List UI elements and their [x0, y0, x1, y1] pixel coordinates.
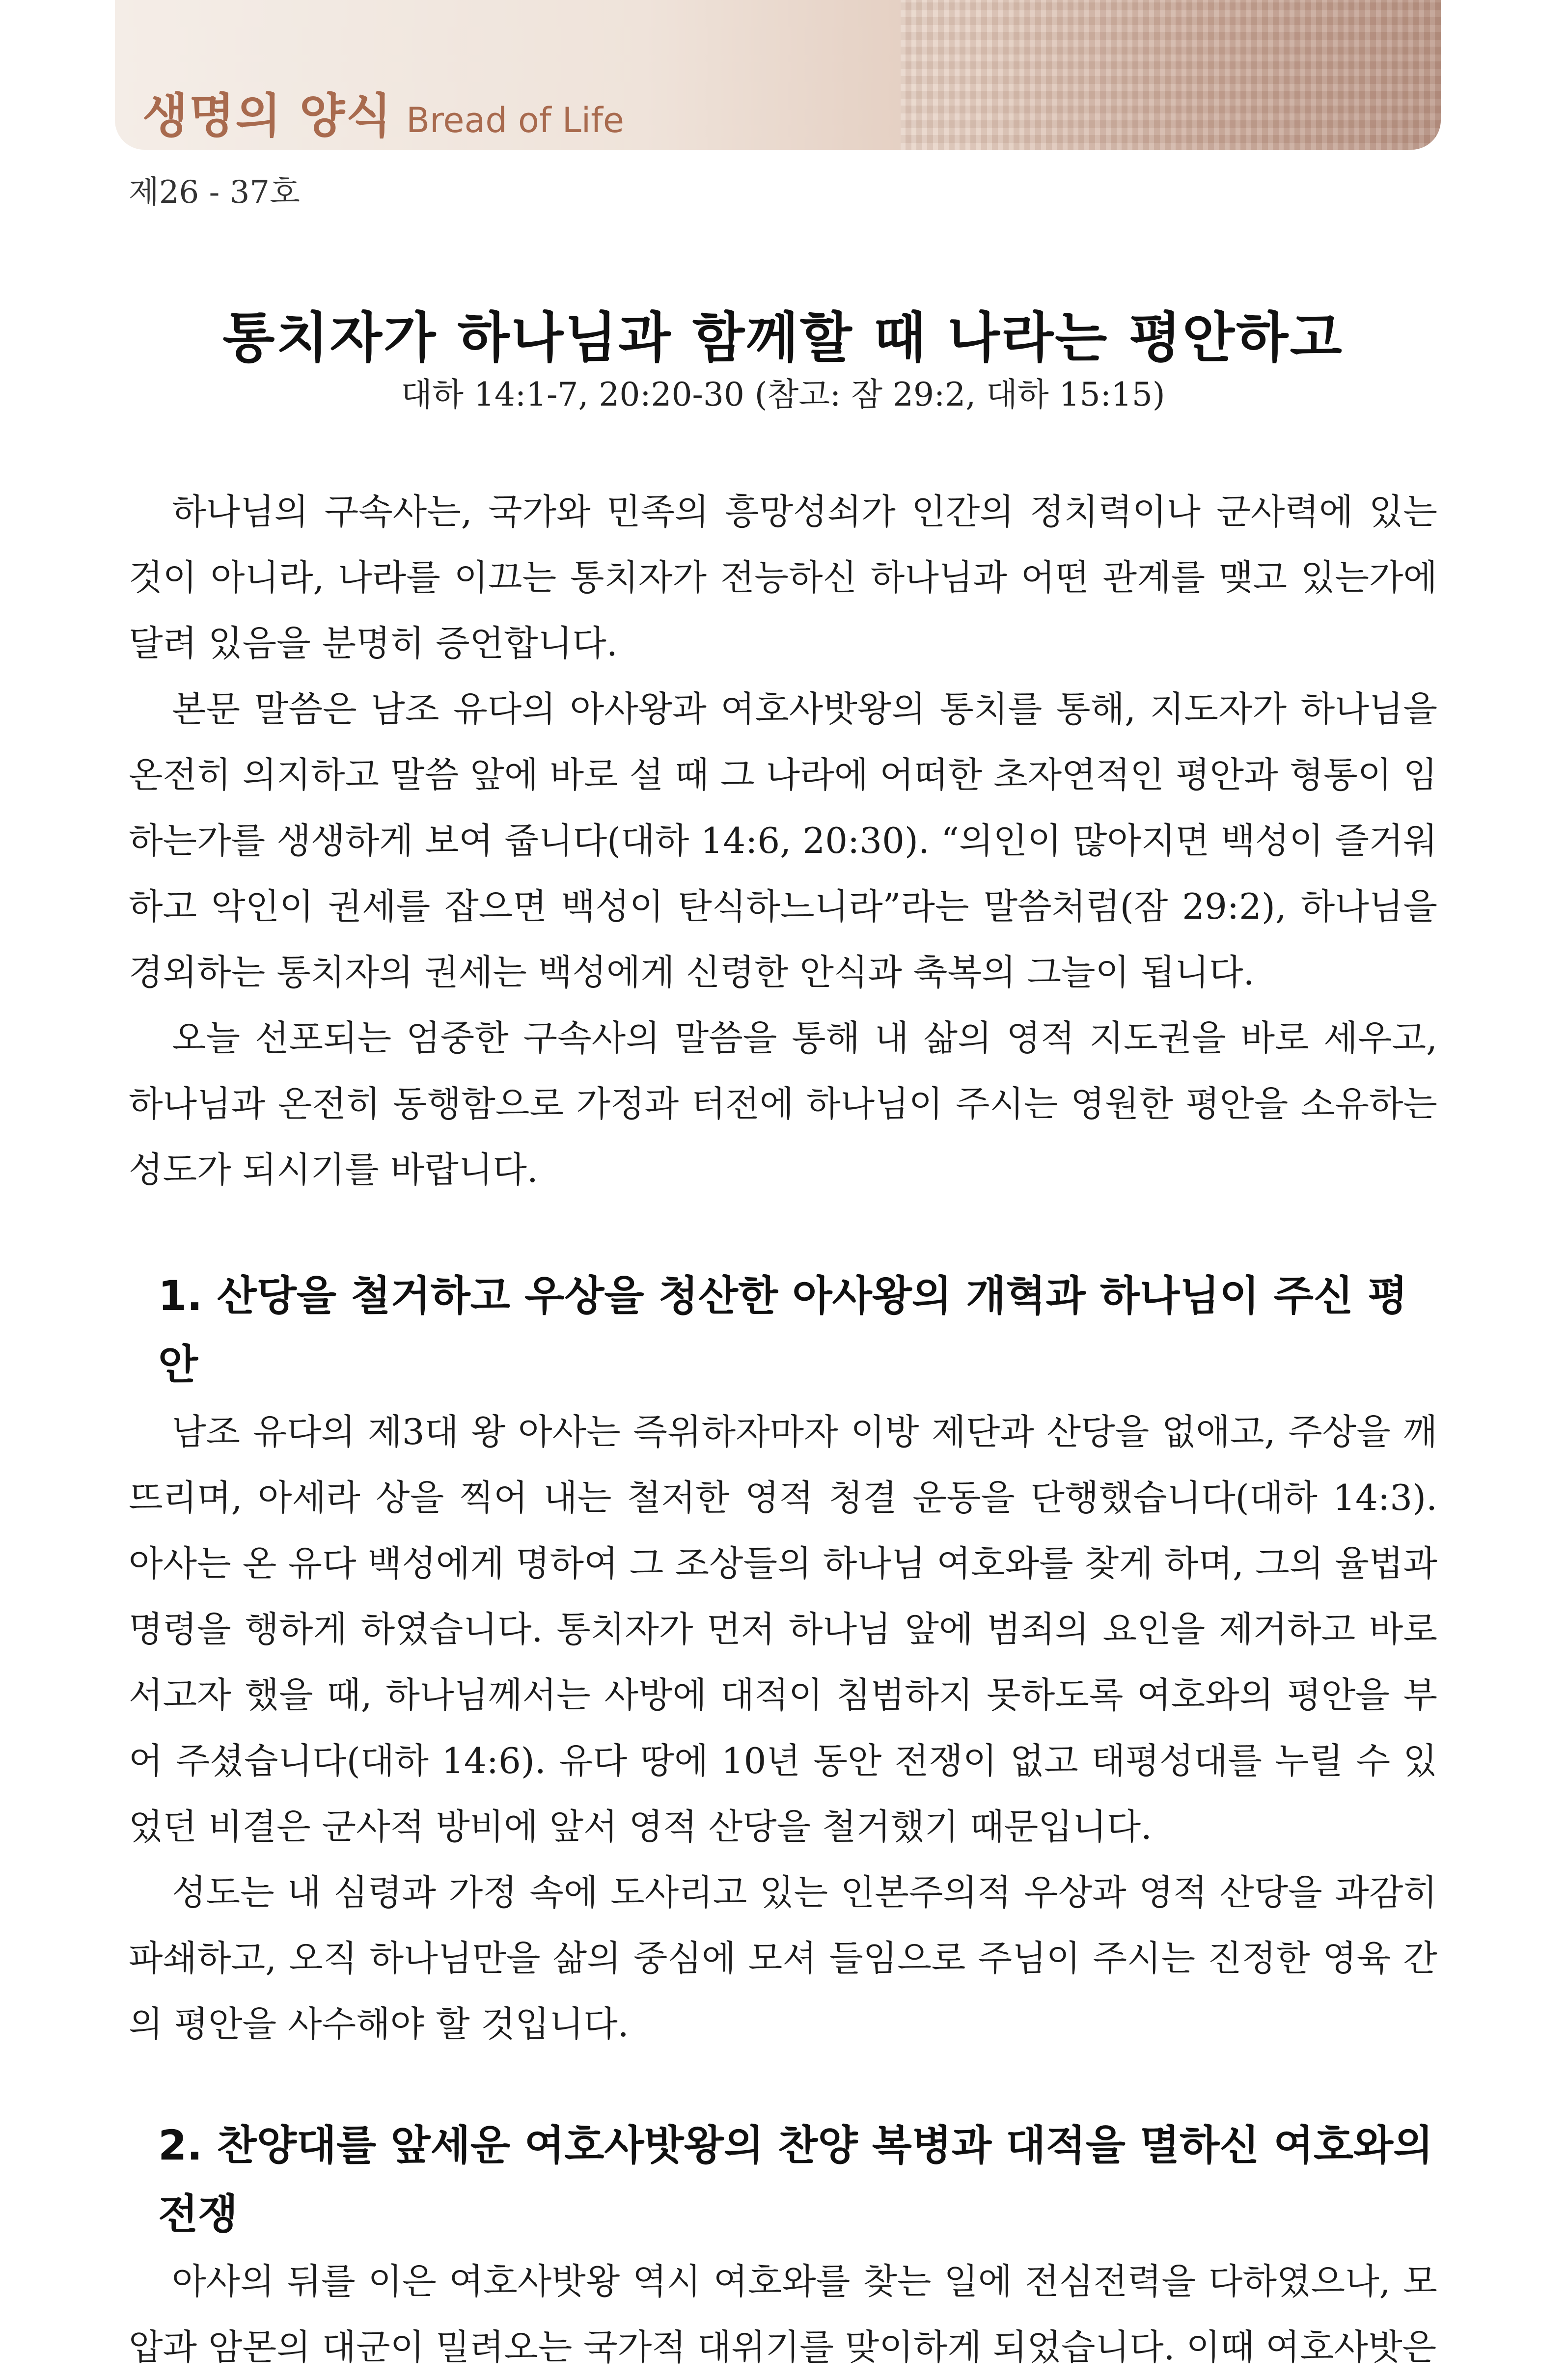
section-heading-1: 1. 산당을 철거하고 우상을 청산한 아사왕의 개혁과 하나님이 주신 평안: [158, 1272, 1408, 1389]
section1-paragraph: 남조 유다의 제3대 왕 아사는 즉위하자마자 이방 제단과 산당을 없애고, 주상을 깨뜨리며, 아세라 상을 찍어 내는 철저한 영적 청결 운동을 단행했습니다(대하 14:3). 아사는 온 유다 백성에게 명하여 그 조상들의 하나님 여호와를 찾게 하며, 그의 율법과 명령을 행하게 하였습니다. 통치자가 먼저 하나님 앞에 범죄의 요인을 제거하고 바로 서고자 했을 때, 하나님께서는 사방에 대적이 침범하지 못하도록 여호와의 평안을 부어 주셨습니다(대하 14:6). 유다 땅에 10년 동안 전쟁이 없고 태평성대를 누릴 수 있었던 비결은 군사적 방비에 앞서 영적 산당을 철거했기 때문입니다.: [129, 1411, 1437, 1847]
brand: [142, 79, 624, 146]
section1-paragraph: 성도는 내 심령과 가정 속에 도사리고 있는 인본주의적 우상과 영적 산당을 과감히 파쇄하고, 오직 하나님만을 삶의 중심에 모셔 들임으로 주님이 주시는 진정한 영육 간의 평안을 사수해야 할 것입니다.: [129, 1872, 1437, 2045]
brand-title-korean: 생명의 양식: [142, 88, 393, 143]
intro-paragraph: 본문 말씀은 남조 유다의 아사왕과 여호사밧왕의 통치를 통해, 지도자가 하나님을 온전히 의지하고 말씀 앞에 바로 설 때 그 나라에 어떠한 초자연적인 평안과 형통이 임하는가를 생생하게 보여 줍니다(대하 14:6, 20:30). “의인이 많아지면 백성이 즐거워하고 악인이 권세를 잡으면 백성이 탄식하느니라”라는 말씀처럼(잠 29:2), 하나님을 경외하는 통치자의 권세는 백성에게 신령한 안식과 축복의 그늘이 됩니다.: [129, 688, 1437, 993]
sermon-body: [129, 479, 1437, 2380]
scripture-reference: 대하 14:1-7, 20:20-30 (참고: 잠 29:2, 대하 15:15): [401, 376, 1165, 413]
intro-paragraph: 오늘 선포되는 엄중한 구속사의 말씀을 통해 내 삶의 영적 지도권을 바로 세우고, 하나님과 온전히 동행함으로 가정과 터전에 하나님이 주시는 영원한 평안을 소유하는 성도가 되시기를 바랍니다.: [129, 1017, 1437, 1190]
brand-title-english: Bread of Life: [406, 100, 624, 140]
section-heading-2: 2. 찬양대를 앞세운 여호사밧왕의 찬양 복병과 대적을 멸하신 여호와의 전쟁: [158, 2121, 1433, 2238]
header-decoration: [901, 0, 1441, 150]
issue-number: 제26 - 37호: [129, 174, 300, 211]
intro-paragraph: 하나님의 구속사는, 국가와 민족의 흥망성쇠가 인간의 정치력이나 군사력에 있는 것이 아니라, 나라를 이끄는 통치자가 전능하신 하나님과 어떤 관계를 맺고 있는가에 달려 있음을 분명히 증언합니다.: [129, 491, 1437, 664]
section2-paragraph: 아사의 뒤를 이은 여호사밧왕 역시 여호와를 찾는 일에 전심전력을 다하였으나, 모압과 암몬의 대군이 밀려오는 국가적 대위기를 맞이하게 되었습니다. 이때 여호사밧은: [129, 2261, 1437, 2368]
sermon-title: 통치자가 하나님과 함께할 때 나라는 평안하고: [222, 306, 1344, 369]
